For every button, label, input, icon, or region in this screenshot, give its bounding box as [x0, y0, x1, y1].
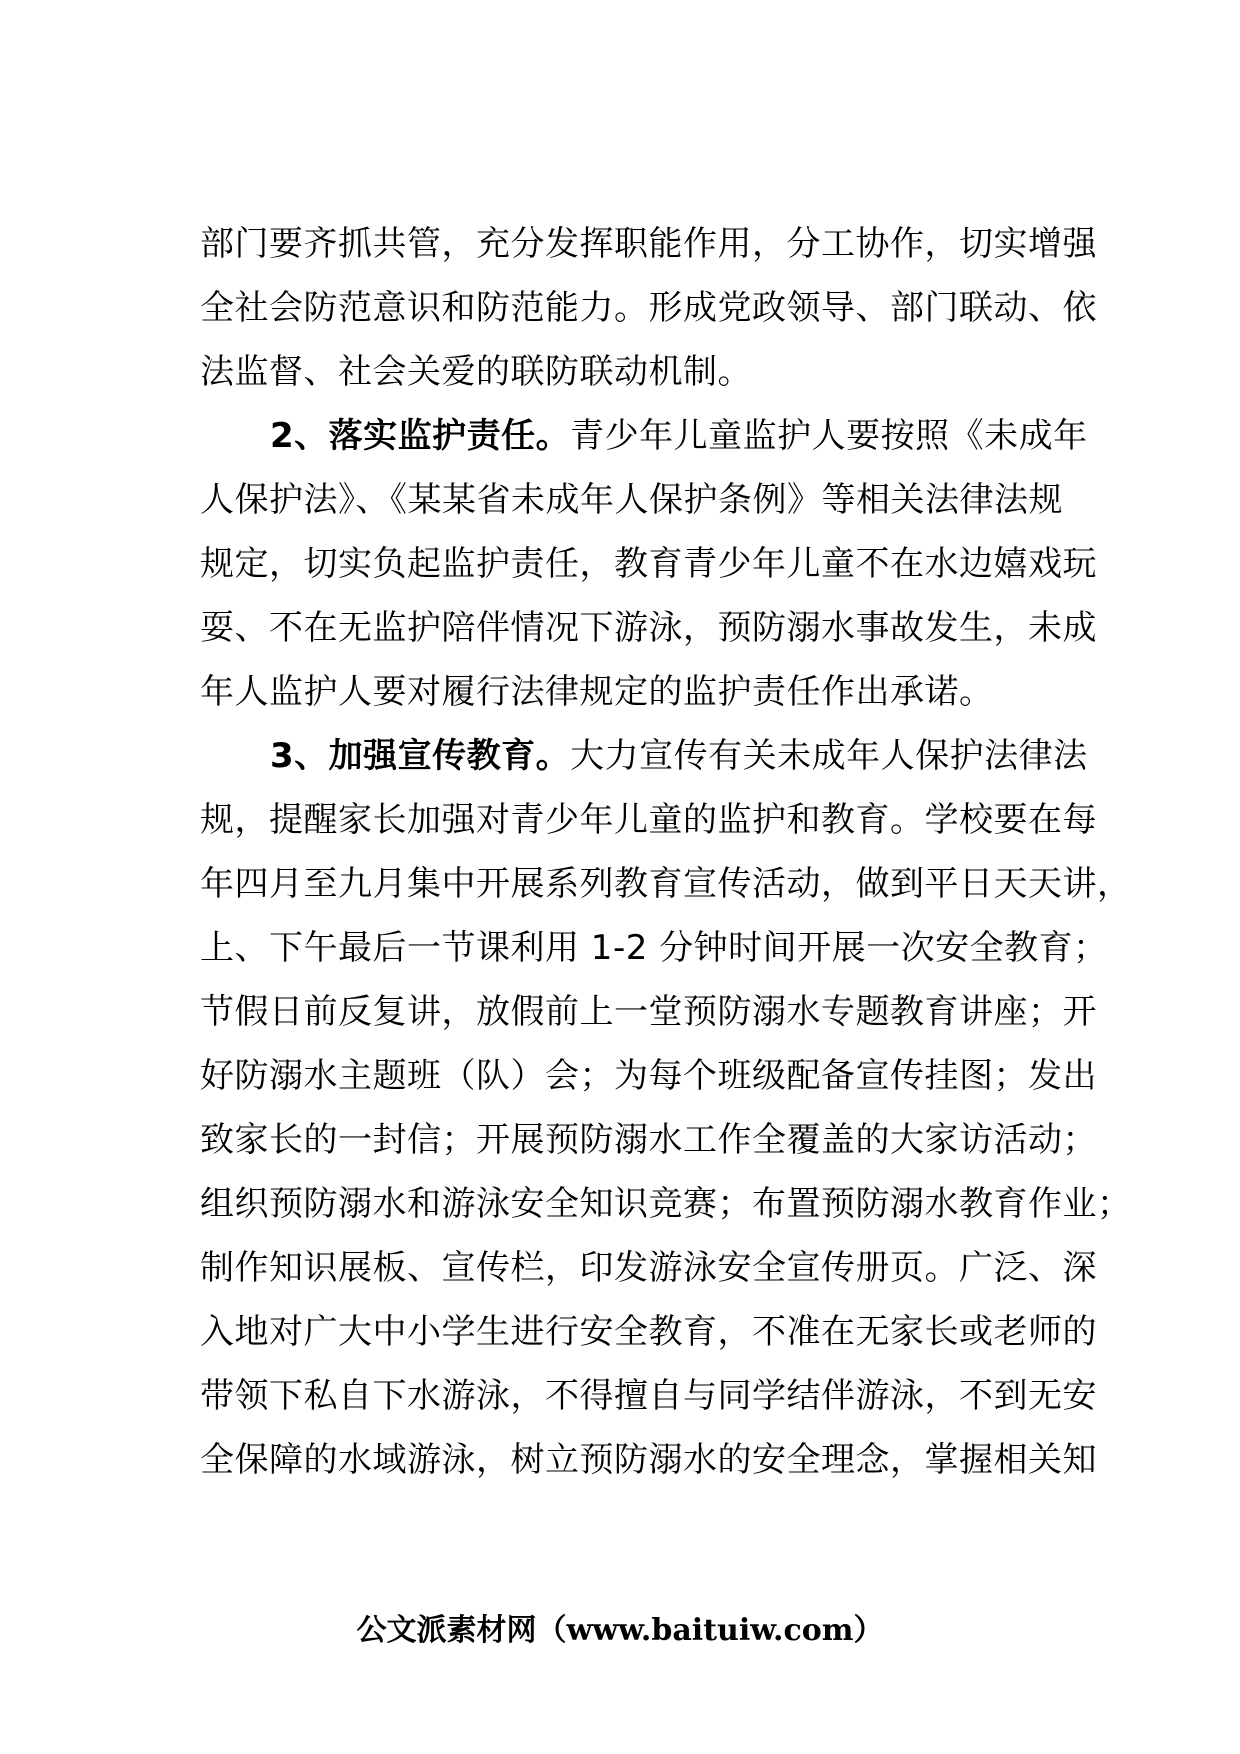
body-line-10: 规，提醒家长加强对青少年儿童的监护和教育。学校要在每	[200, 800, 1097, 840]
body-line-18: 入地对广大中小学生进行安全教育，不准在无家长或老师的	[200, 1312, 1097, 1352]
footer-watermark: 公文派素材网（www.baituiw.com）	[356, 1613, 884, 1648]
section-3-heading: 3、加强宣传教育。	[270, 736, 571, 776]
body-line-7: 耍、不在无监护陪伴情况下游泳，预防溺水事故发生，未成	[200, 608, 1097, 648]
body-line-6: 规定，切实负起监护责任，教育青少年儿童不在水边嬉戏玩	[200, 544, 1097, 584]
body-line-2: 全社会防范意识和防范能力。形成党政领导、部门联动、依	[200, 288, 1097, 328]
body-line-17: 制作知识展板、宣传栏，印发游泳安全宣传册页。广泛、深	[200, 1248, 1097, 1288]
body-line-19: 带领下私自下水游泳，不得擅自与同学结伴游泳，不到无安	[200, 1376, 1097, 1416]
body-line-11: 年四月至九月集中开展系列教育宣传活动，做到平日天天讲，	[200, 864, 1132, 904]
body-line-8: 年人监护人要对履行法律规定的监护责任作出承诺。	[200, 672, 994, 712]
section-3-first-line: 3、加强宣传教育。大力宣传有关未成年人保护法律法	[270, 736, 1088, 776]
body-line-1: 部门要齐抓共管，充分发挥职能作用，分工协作，切实增强	[200, 224, 1097, 264]
body-line-5: 人保护法》、《某某省未成年人保护条例》等相关法律法规	[200, 480, 1063, 520]
body-line-12: 上、下午最后一节课利用 1-2 分钟时间开展一次安全教育；	[200, 928, 1108, 968]
body-line-20: 全保障的水域游泳，树立预防溺水的安全理念，掌握相关知	[200, 1440, 1097, 1480]
body-line-14: 好防溺水主题班（队）会；为每个班级配备宣传挂图；发出	[200, 1056, 1097, 1096]
body-line-16: 组织预防溺水和游泳安全知识竞赛；布置预防溺水教育作业；	[200, 1184, 1132, 1224]
body-line-3: 法监督、社会关爱的联防联动机制。	[200, 352, 752, 392]
section-2-first-line: 2、落实监护责任。青少年儿童监护人要按照《未成年	[270, 416, 1088, 456]
body-line-13: 节假日前反复讲，放假前上一堂预防溺水专题教育讲座；开	[200, 992, 1097, 1032]
body-line-15: 致家长的一封信；开展预防溺水工作全覆盖的大家访活动；	[200, 1120, 1097, 1160]
section-2-heading: 2、落实监护责任。	[270, 416, 571, 456]
